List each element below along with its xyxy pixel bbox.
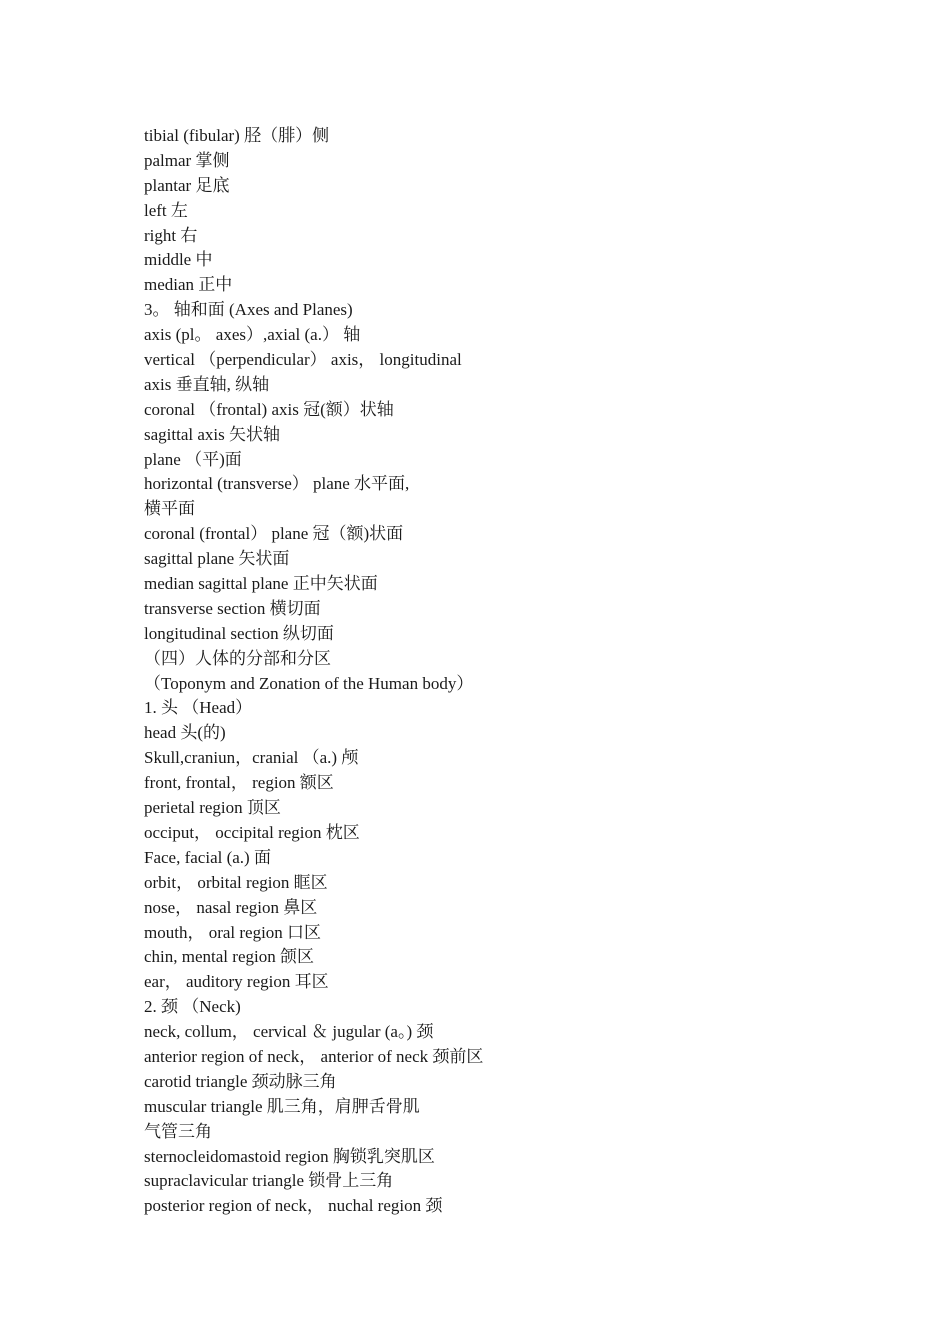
text-line: front, frontal， region 额区 (144, 773, 334, 793)
text-line: vertical （perpendicular） axis， longitudinal (144, 350, 462, 370)
text-line: transverse section 横切面 (144, 598, 321, 618)
text-line: posterior region of neck， nuchal region 颈 (144, 1196, 443, 1216)
text-line: Skull,craniun，cranial （a.) 颅 (144, 748, 359, 768)
text-line: coronal （frontal) axis 冠(额）状轴 (144, 399, 394, 419)
text-line: carotid triangle 颈动脉三角 (144, 1071, 337, 1091)
text-line: left 左 (144, 200, 188, 220)
text-line: coronal (frontal） plane 冠（额)状面 (144, 524, 404, 544)
text-line: sagittal plane 矢状面 (144, 549, 290, 569)
text-line: 3。 轴和面 (Axes and Planes) (144, 300, 353, 320)
text-line: median 正中 (144, 275, 233, 295)
text-line: plane （平)面 (144, 449, 242, 469)
text-line: head 头(的) (144, 723, 226, 743)
text-line: orbit， orbital region 眶区 (144, 872, 328, 892)
text-line: perietal region 顶区 (144, 798, 281, 818)
text-line: sternocleidomastoid region 胸锁乳突肌区 (144, 1146, 435, 1166)
text-line: （Toponym and Zonation of the Human body） (144, 673, 474, 693)
text-line: axis 垂直轴, 纵轴 (144, 374, 270, 394)
text-line: horizontal (transverse） plane 水平面, (144, 474, 410, 494)
text-line: 气管三角 (144, 1121, 212, 1141)
text-line: 1. 头 （Head） (144, 698, 253, 718)
text-line: right 右 (144, 225, 198, 245)
text-line: axis (pl。 axes）,axial (a.） 轴 (144, 325, 361, 345)
text-line: ear， auditory region 耳区 (144, 972, 329, 992)
text-line: plantar 足底 (144, 175, 230, 195)
text-line: mouth， oral region 口区 (144, 922, 322, 942)
text-line: palmar 掌侧 (144, 150, 230, 170)
text-line: tibial (fibular) 胫（腓）侧 (144, 126, 330, 145)
text-line: supraclavicular triangle 锁骨上三角 (144, 1171, 394, 1191)
text-line: Face, facial (a.) 面 (144, 847, 271, 867)
text-line: occiput， occipital region 枕区 (144, 822, 360, 842)
text-line: middle 中 (144, 250, 213, 270)
text-line: 横平面 (144, 499, 195, 519)
text-line: anterior region of neck， anterior of neck 颈前区 (144, 1046, 484, 1066)
document-body (144, 124, 844, 1219)
text-line: 2. 颈 （Neck) (144, 997, 241, 1017)
text-line: chin, mental region 颌区 (144, 947, 314, 967)
text-line: nose， nasal region 鼻区 (144, 897, 318, 917)
text-line: muscular triangle 肌三角，肩胛舌骨肌 (144, 1096, 420, 1116)
text-line: sagittal axis 矢状轴 (144, 424, 280, 444)
text-line: （四）人体的分部和分区 (144, 648, 331, 668)
text-line: longitudinal section 纵切面 (144, 623, 334, 643)
text-line: neck, collum， cervical ＆ jugular (a。) 颈 (144, 1022, 434, 1042)
text-line: median sagittal plane 正中矢状面 (144, 574, 378, 594)
